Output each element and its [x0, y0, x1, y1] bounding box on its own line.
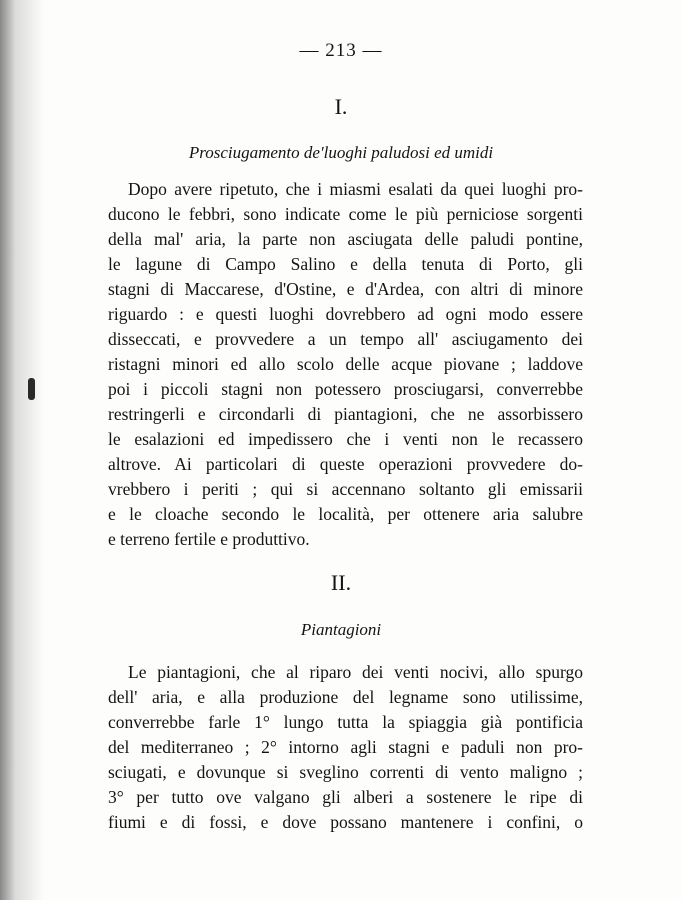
text-line: converrebbe farle 1° lungo tutta la spiaggia già pontificia [108, 712, 583, 732]
text-line: disseccati, e provvedere a un tempo all' asciugamento dei [108, 329, 583, 349]
text-line: le esalazioni ed impedissero che i venti non le recassero [108, 429, 583, 449]
text-line: restringerli e circondarli di piantagioni, che ne assorbissero [108, 404, 583, 424]
section-1-number: I. [334, 94, 348, 119]
page-edge-mark [28, 378, 35, 400]
text-line: ducono le febbri, sono indicate come le più perniciose sorgenti [108, 204, 583, 224]
text-line: della mal' aria, la parte non asciugata delle paludi pontine, [108, 229, 583, 249]
text-line: e le cloache secondo le località, per ottenere aria salubre [108, 504, 583, 524]
section-1-body [108, 177, 583, 552]
text-line: poi i piccoli stagni non potessero prosciugarsi, converrebbe [108, 379, 583, 399]
section-2-title: Piantagioni [300, 620, 382, 639]
text-line: le lagune di Campo Salino e della tenuta di Porto, gli [108, 254, 583, 274]
text-line: e terreno fertile e produttivo. [108, 529, 310, 549]
page-edge-shadow [0, 0, 44, 900]
text-line: riguardo : e questi luoghi dovrebbero ad ogni modo essere [108, 304, 583, 324]
text-line: stagni di Maccarese, d'Ostine, e d'Ardea, con altri di minore [108, 279, 583, 299]
text-line: altrove. Ai particolari di queste operazioni provvedere do- [108, 454, 583, 474]
section-1-title: Prosciugamento de'luoghi paludosi ed umidi [188, 143, 494, 162]
text-line: dell' aria, e alla produzione del legname sono utilissime, [108, 687, 583, 707]
text-line: Le piantagioni, che al riparo dei venti nocivi, allo spurgo [128, 662, 583, 682]
text-line: del mediterraneo ; 2° intorno agli stagni e paduli non pro- [108, 737, 583, 757]
text-line: sciugati, e dovunque si sveglino correnti di vento maligno ; [108, 762, 583, 782]
page-number: — 213 — [299, 40, 383, 61]
text-line: 3° per tutto ove valgano gli alberi a sostenere le ripe di [108, 787, 583, 807]
text-line: Dopo avere ripetuto, che i miasmi esalati da quei luoghi pro- [128, 179, 583, 199]
text-line: fiumi e di fossi, e dove possano mantenere i confini, o [108, 812, 583, 832]
section-2-body [108, 660, 583, 835]
text-line: vrebbero i periti ; qui si accennano soltanto gli emissarii [108, 479, 583, 499]
section-2-number: II. [330, 570, 352, 595]
text-line: ristagni minori ed allo scolo delle acque piovane ; laddove [108, 354, 583, 374]
